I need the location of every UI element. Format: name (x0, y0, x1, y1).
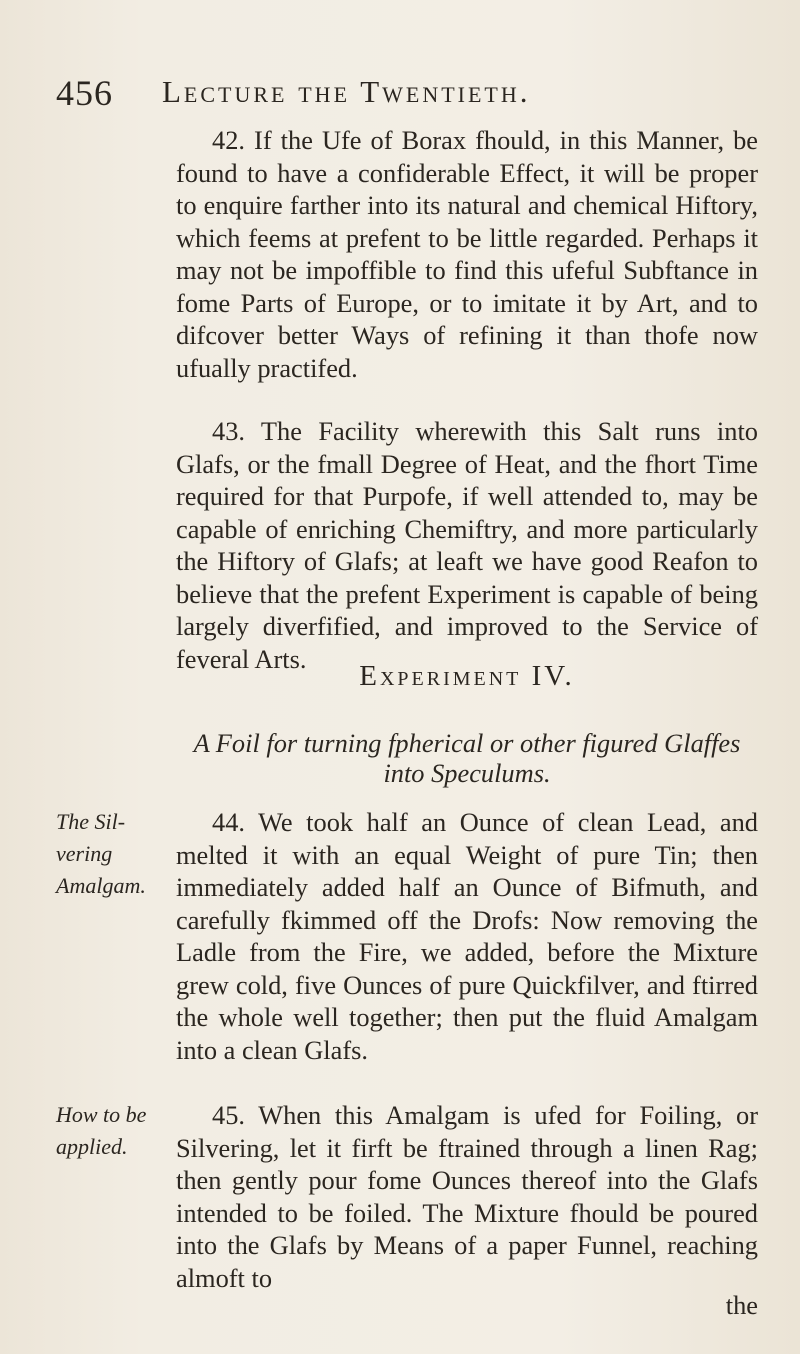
margin-note-line: applied. (56, 1134, 128, 1159)
page-header (56, 72, 756, 122)
paragraph-45-text: 45. When this Amalgam is ufed for Foiling, or Silvering, let it firft be ftrained through a linen Rag; then gently pour fome Ounces thereof into the Glafs intended to be foiled. The Mixture fhould be poured into the Glafs by Means of a paper Funnel, reaching almoft to (176, 1100, 758, 1293)
margin-note-line: Amalgam. (56, 873, 146, 898)
catchword: the (725, 1290, 758, 1320)
margin-note-silvering-amalgam (56, 806, 174, 902)
margin-note-how-applied (56, 1099, 174, 1163)
experiment-subtitle: A Foil for turning fpherical or other figured Glaffes into Speculums. (193, 728, 741, 788)
paragraph-42-text: 42. If the Ufe of Borax fhould, in this Manner, be found to have a confiderable Effect, it will be proper to enquire farther into its natural and chemical Hiftory, which feems at prefent to be little regarded. Perhaps it may not be impoffible to find this ufeful Subftance in fome Parts of Europe, or to imitate it by Art, and to difcover better Ways of refining it than thofe now ufually practifed. (176, 125, 758, 383)
paragraph-43 (176, 415, 758, 675)
margin-note-line: vering (56, 841, 113, 866)
page-number: 456 (56, 73, 113, 113)
margin-note-line: The Sil- (56, 809, 126, 834)
running-head: Lecture the Twentieth. (162, 74, 531, 109)
paragraph-43-text: 43. The Facility wherewith this Salt runs into Glafs, or the fmall Degree of Heat, and the fhort Time required for that Purpofe, if well attended to, may be capable of enriching Chemiftry, and more particularly the Hiftory of Glafs; at leaft we have good Reafon to believe that the prefent Experiment is capable of being largely diverfified, and improved to the Service of feveral Arts. (176, 416, 758, 674)
margin-note-line: How to be (56, 1102, 147, 1127)
experiment-title: Experiment IV. (359, 660, 575, 692)
paragraph-45 (176, 1099, 758, 1294)
paragraph-42 (176, 124, 758, 384)
paragraph-44 (176, 806, 758, 1066)
paragraph-44-text: 44. We took half an Ounce of clean Lead, and melted it with an equal Weight of pure Tin; then immediately added half an Ounce of Bifmuth, and carefully fkimmed off the Drofs: Now removing the Ladle from the Fire, we added, before the Mixture grew cold, five Ounces of pure Quickfilver, and ftirred the whole well together; then put the fluid Amalgam into a clean Glafs. (176, 807, 758, 1065)
